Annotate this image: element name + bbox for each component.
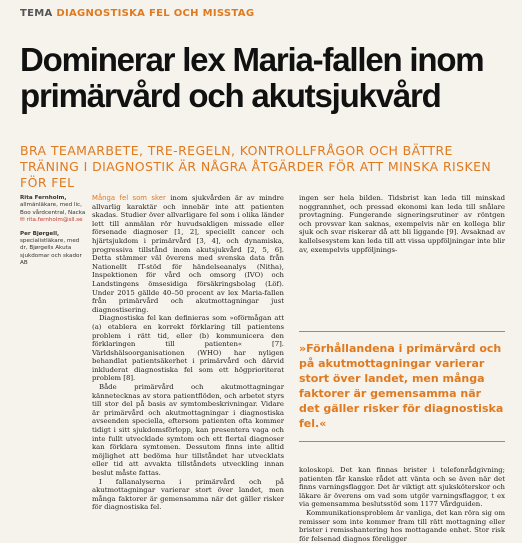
section-tag	[20, 8, 254, 19]
author-name: Rita Fernholm,	[20, 195, 67, 201]
body-paragraph	[92, 194, 284, 314]
author-box	[20, 195, 86, 274]
body-paragraph: Både primärvård och akutmottagningar kännetecknas av stora patientflöden, och arbetet styrs till stor del på basis av symtombeskrivningar. Vidare är primärvård och akutmottagningar i diagnostiska avseenden speciella, eftersom patienten ofta kommer tidigt i sitt sjukdomsförlopp, kan presentera vaga och inte fullt utvecklade symtom och ett flertal diagnoser kan förklara symtomen. Dessutom finns inte alltid möjlighet att bedöma hur tillståndet har utvecklats eller tid att avvakta tillståndets utveckling innan beslut måste fattas.	[92, 383, 284, 477]
author-email[interactable]: ✉ rita.fernholm@sll.se	[20, 217, 83, 223]
section-tag-label: TEMA	[20, 8, 53, 19]
article-headline: Dominerar lex Maria-fallen inom primärvård och akutsjukvård	[20, 41, 484, 114]
article-subheading: BRA TEAMARBETE, TRE-REGELN, KONTROLLFRÅGOR OCH BÄTTRE TRÄNING I DIAGNOSTIK ÄR NÅGRA ÅTGÄRDER FÖR ATT MINSKA RISKEN FÖR FEL	[20, 143, 492, 190]
author-entry	[20, 231, 86, 268]
body-column-2-continued	[299, 466, 505, 543]
section-tag-topic: DIAGNOSTISKA FEL OCH MISSTAG	[56, 8, 255, 19]
author-details: allmänläkare, med lic, Boo vårdcentral, Nacka	[20, 202, 86, 216]
author-name: Per Bjørgell,	[20, 230, 60, 237]
body-paragraph: Diagnostiska fel kan definieras som »oförmågan att (a) etablera en korrekt förklaring till patientens problem i rätt tid, eller (b) kommunicera den förklaringen till patienten« [7]. Världshälsoorganisationen (WHO) har nyligen behandlat patientsäkerhet i primärvård och därvid inkluderat diagnostiska fel som ett högprioriterat problem [8].	[92, 314, 284, 383]
body-paragraph: ingen ser hela bilden. Tidsbrist kan leda till minskad noggrannhet, och pressad ekonomi kan leda till snålare provtagning. Fungerande signeringsrutiner av röntgen och provsvar kan saknas, exempelvis när en kollega blir sjuk och svar riskerar då att bli liggande [9]. Avsaknad av kallelsesystem kan leda till att vissa uppföljningar inte blir av, exempelvis uppföljnings-	[299, 194, 505, 254]
body-paragraph: koloskopi. Det kan finnas brister i telefonrådgivning; patienten får kanske rådet att vänta och se även när det finns varningsflaggor. Det är viktigt att sjuksköterskor och läkare är överens om vad som utgör varningsflaggor, t ex via gemensamma beslutsstöd som 1177 Vårdguiden.	[299, 466, 505, 509]
body-paragraph: I fallanalyserna i primärvård och på akutmottagningar varierar stort över landet, men många faktorer är gemensamma när det gäller risker för diagnostiska fel.	[92, 477, 284, 512]
author-details: specialistläkare, med dr, Bjørgells Akuta sjukdomar och skador AB	[20, 238, 82, 267]
body-paragraph: Kommunikationsproblem är vanliga, det kan röra sig om remisser som inte kommer fram till rätt mottagning eller brister i remisshantering hos mottagande enhet. Stor risk för felsenad diagnos föreligger	[299, 508, 505, 543]
author-entry	[20, 195, 86, 225]
pull-quote: »Förhållandena i primärvård och på akutmottagningar varierar stort över landet, men många faktorer är gemensamma när det gäller risker för diagnostiska fel.«	[299, 331, 505, 442]
body-column-2	[299, 194, 505, 254]
paragraph-text: inom sjukvården är av mindre allvarlig karaktär och innebär inte att patienten skadas. Studier över allvarligare fel som i olika länder lett till anmälan rör huvudsakligen missade eller försenade diagnoser [1, 2], speciellt cancer och hjärtsjukdom i primärvård [3, 4], och dynamiska, progressiva tillstånd inom akutsjukvård [2, 5, 6]. Detta stämmer väl överens med svenska data från Nationellt IT-stöd för händelseanalys (Nitha), Inspektionen för vård och omsorg (IVO) och Landstingens ömsesidiga försäkringsbolag (Löf). Under 2015 gällde 40–50 procent av lex Maria-fallen från primärvård och akutmottagningar just diagnostisering.	[92, 194, 284, 314]
body-column-1	[92, 194, 284, 512]
lead-in: Många fel som sker	[92, 194, 166, 202]
